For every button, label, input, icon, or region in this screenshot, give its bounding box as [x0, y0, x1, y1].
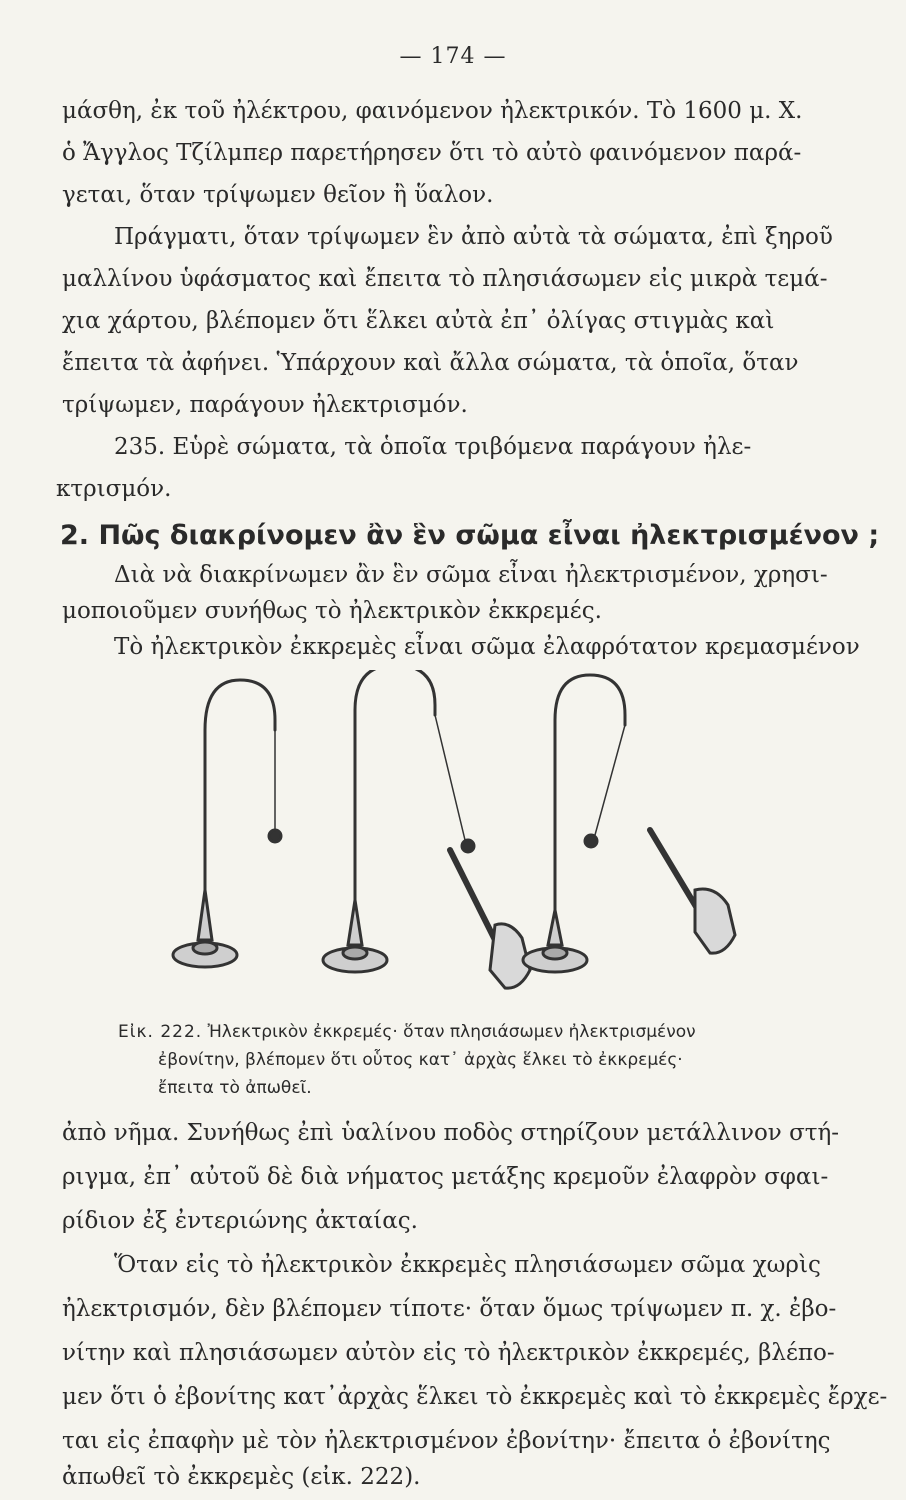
- text-line: μεν ὅτι ὁ ἐβονίτης κατ᾽ἀρχὰς ἕλκει τὸ ἐκκρεμὲς καὶ τὸ ἐκκρεμὲς ἔρχε-: [62, 1384, 888, 1410]
- text-line: ρίδιον ἐξ ἐντεριώνης ἀκταίας.: [62, 1208, 418, 1234]
- page-number: — 174 —: [399, 44, 507, 69]
- text-line: ἀπὸ νῆμα. Συνήθως ἐπὶ ὑαλίνου ποδὸς στηρίζουν μετάλλινον στή-: [62, 1120, 840, 1146]
- text-line: κτρισμόν.: [56, 476, 172, 502]
- pendulum-1: [173, 680, 281, 967]
- figure-label: Εἰκ. 222.: [118, 1022, 203, 1042]
- text-line: νίτην καὶ πλησιάσωμεν αὐτὸν εἰς τὸ ἠλεκτρικὸν ἐκκρεμές, βλέπο-: [62, 1340, 835, 1366]
- text-line: ἀπωθεῖ τὸ ἐκκρεμὲς (εἰκ. 222).: [62, 1464, 421, 1490]
- text-line: γεται, ὅταν τρίψωμεν θεῖον ἢ ὕαλον.: [62, 182, 494, 208]
- text-line: ἠλεκτρισμόν, δὲν βλέπομεν τίποτε· ὅταν ὅμως τρίψωμεν π. χ. ἐβο-: [62, 1296, 837, 1322]
- text-line: 235. Εὑρὲ σώματα, τὰ ὁποῖα τριβόμενα παράγουν ἠλε-: [114, 434, 752, 460]
- text-line: ὁ Ἄγγλος Τζίλμπερ παρετήρησεν ὅτι τὸ αὐτὸ φαινόμενον παρά-: [62, 140, 802, 166]
- text-line: μάσθη, ἐκ τοῦ ἠλέκτρου, φαινόμενον ἠλεκτρικόν. Τὸ 1600 μ. Χ.: [62, 98, 803, 124]
- text-line: Τὸ ἠλεκτρικὸν ἐκκρεμὲς εἶναι σῶμα ἐλαφρότατον κρεμασμένον: [114, 634, 860, 660]
- caption-line: ἐβονίτην, βλέπομεν ὅτι οὗτος κατ᾽ ἀρχὰς ἕλκει τὸ ἐκκρεμές·: [158, 1050, 683, 1070]
- text-line: ται εἰς ἐπαφὴν μὲ τὸν ἠλεκτρισμένον ἐβονίτην· ἔπειτα ὁ ἐβονίτης: [62, 1428, 831, 1454]
- text-line: ριγμα, ἐπ᾽ αὐτοῦ δὲ διὰ νήματος μετάξης κρεμοῦν ἐλαφρὸν σφαι-: [62, 1164, 829, 1190]
- section-heading: 2. Πῶς διακρίνομεν ἂν ἓν σῶμα εἶναι ἠλεκτρισμένον ;: [60, 520, 880, 551]
- text-line: τρίψωμεν, παράγουν ἠλεκτρισμόν.: [62, 392, 468, 418]
- text-line: μοποιοῦμεν συνήθως τὸ ἠλεκτρικὸν ἐκκρεμές.: [62, 598, 602, 624]
- pendulum-figure: [150, 670, 770, 1010]
- text-line: μαλλίνου ὑφάσματος καὶ ἔπειτα τὸ πλησιάσωμεν εἰς μικρὰ τεμά-: [62, 266, 828, 292]
- caption-line: ἔπειτα τὸ ἀπωθεῖ.: [158, 1078, 312, 1098]
- caption-line: Ἠλεκτρικὸν ἐκκρεμές· ὅταν πλησιάσωμεν ἠλεκτρισμένον: [207, 1022, 696, 1042]
- text-line: χια χάρτου, βλέπομεν ὅτι ἕλκει αὐτὰ ἐπ᾽ ὀλίγας στιγμὰς καὶ: [62, 308, 775, 334]
- text-line: ἔπειτα τὰ ἀφήνει. Ὑπάρχουν καὶ ἄλλα σώματα, τὰ ὁποῖα, ὅταν: [62, 350, 799, 376]
- text-line: Διὰ νὰ διακρίνωμεν ἂν ἓν σῶμα εἶναι ἠλεκτρισμένον, χρησι-: [114, 562, 828, 588]
- text-line: Ὅταν εἰς τὸ ἠλεκτρικὸν ἐκκρεμὲς πλησιάσωμεν σῶμα χωρὶς: [114, 1252, 821, 1278]
- pendulum-3: [523, 675, 735, 972]
- text-line: Πράγματι, ὅταν τρίψωμεν ἓν ἀπὸ αὐτὰ τὰ σώματα, ἐπὶ ξηροῦ: [114, 224, 833, 250]
- pendulum-2: [323, 670, 530, 988]
